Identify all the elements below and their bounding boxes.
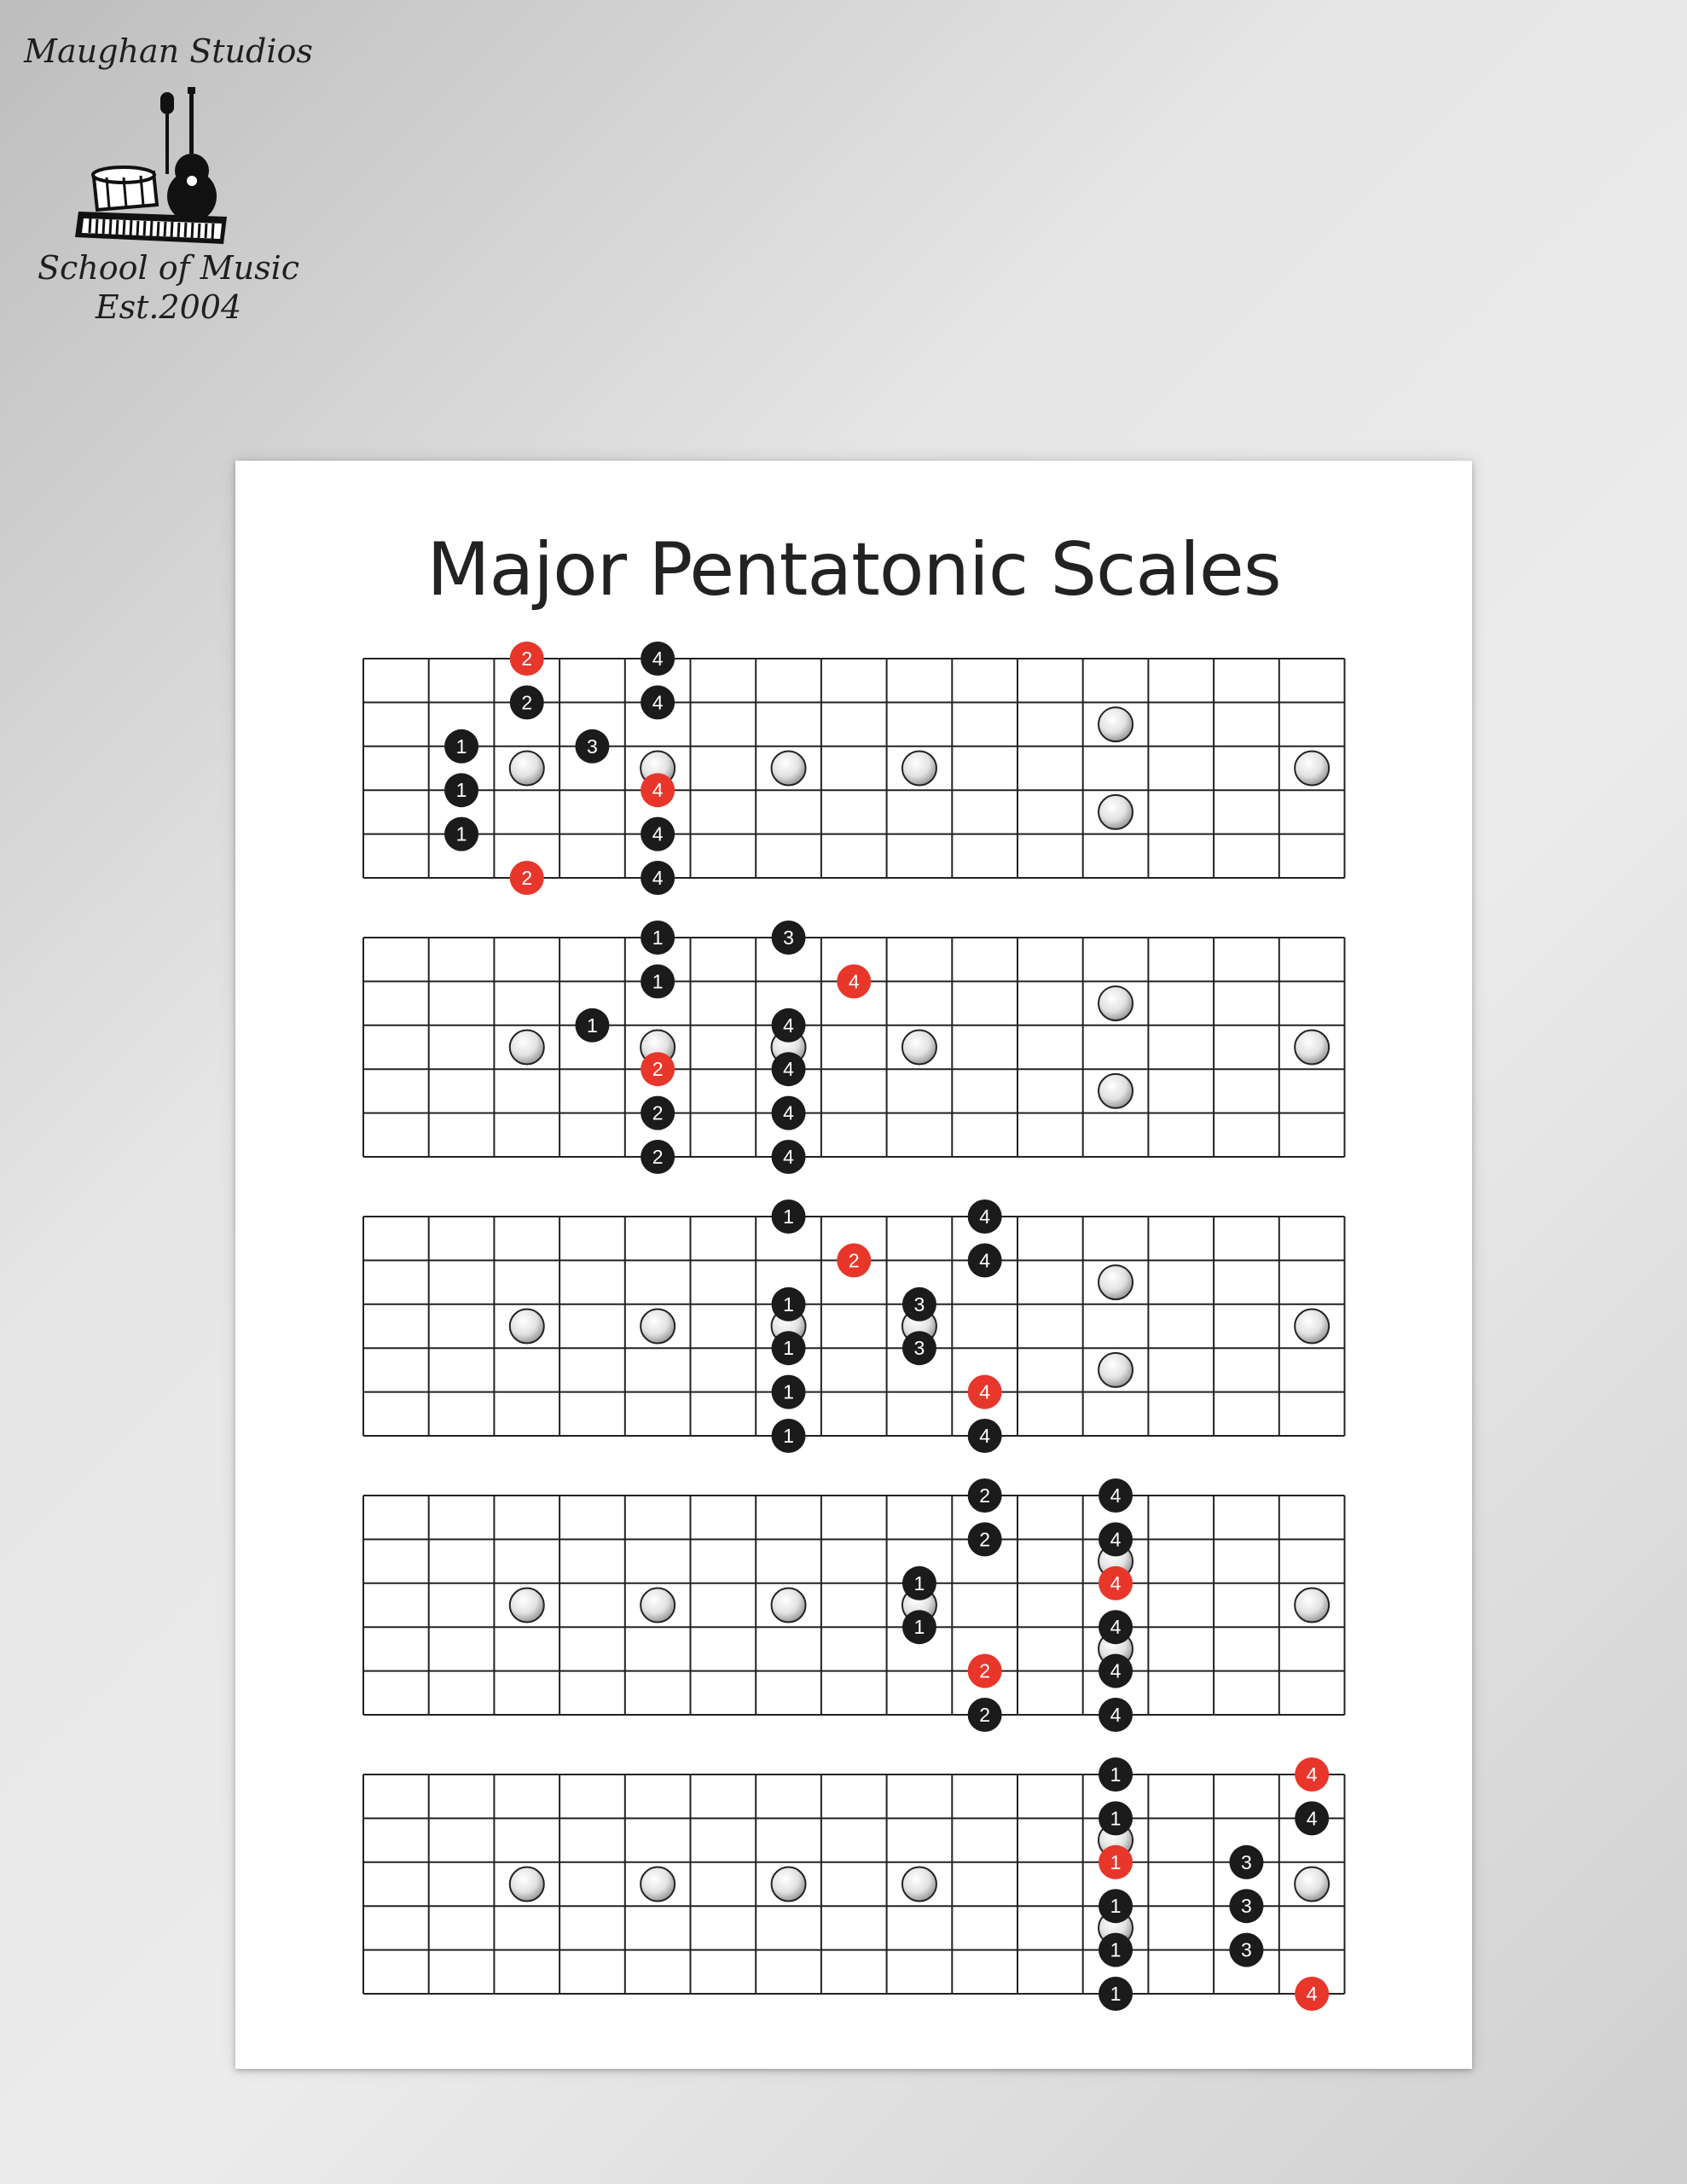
finger-number: 1 [455,822,467,845]
fretboard-pattern-5 [363,1757,1345,2011]
finger-note-dot [444,773,478,807]
finger-note-dot [968,1199,1002,1234]
finger-note-dot [641,964,675,998]
finger-note-dot [510,685,544,719]
finger-note-dot [902,1331,936,1365]
fret-inlay-marker [510,1589,544,1623]
root-note-dot [1295,1757,1329,1792]
finger-note-dot [641,685,675,719]
finger-note-dot [772,1199,806,1234]
finger-number: 4 [1306,1807,1318,1830]
finger-number: 2 [652,1146,664,1168]
finger-number: 1 [1110,1850,1122,1873]
finger-note-dot [641,642,675,676]
fretboard-pattern-4 [363,1478,1345,1732]
finger-number: 4 [652,822,664,845]
finger-number: 4 [1306,1763,1318,1786]
fret-inlay-marker [1099,986,1133,1020]
root-note-dot [641,1052,675,1086]
finger-number: 4 [979,1205,991,1228]
finger-number: 1 [1110,1763,1122,1786]
logo-studio-name: Maughan Studios [24,32,313,70]
fretboard-diagrams [235,461,1472,2069]
finger-number: 4 [979,1425,991,1447]
finger-note-dot [772,1052,806,1086]
logo-school-line: School of Music [37,249,300,287]
fret-inlay-marker [641,1589,675,1623]
fret-inlay-marker [1099,707,1133,741]
fret-inlay-marker [902,1031,936,1065]
finger-number: 2 [979,1528,991,1551]
finger-note-dot [968,1419,1002,1453]
finger-number: 1 [913,1571,925,1594]
finger-number: 1 [587,1014,598,1037]
finger-note-dot [772,1331,806,1365]
fretboard-pattern-1 [363,642,1345,895]
finger-number: 4 [652,779,664,802]
finger-number: 2 [521,691,533,714]
finger-number: 3 [783,926,794,949]
finger-number: 4 [1110,1704,1122,1726]
fretboard-pattern-2 [363,921,1345,1174]
finger-note-dot [1229,1845,1263,1879]
finger-number: 1 [1110,1983,1122,2005]
finger-number: 2 [521,648,533,670]
fret-inlay-marker [510,752,544,786]
root-note-dot [968,1375,1002,1409]
finger-note-dot [1229,1933,1263,1967]
finger-number: 4 [1110,1659,1122,1682]
fret-inlay-marker [772,752,806,786]
root-note-dot [510,861,544,895]
fret-inlay-marker [772,1589,806,1623]
fret-inlay-marker [641,1867,675,1902]
finger-number: 4 [783,1014,794,1037]
finger-note-dot [1099,1889,1133,1923]
finger-number: 4 [1110,1571,1122,1594]
finger-note-dot [444,729,478,764]
finger-number: 3 [1241,1895,1252,1918]
finger-number: 4 [783,1101,794,1124]
finger-note-dot [772,1375,806,1409]
fret-inlay-marker [1295,752,1329,786]
finger-number: 3 [913,1292,925,1316]
finger-number: 1 [652,970,664,993]
finger-note-dot [1099,1933,1133,1967]
fret-inlay-marker [510,1310,544,1344]
finger-number: 1 [455,779,467,802]
finger-number: 4 [652,648,664,670]
finger-number: 3 [1241,1850,1252,1873]
fret-inlay-marker [1295,1310,1329,1344]
finger-note-dot [641,921,675,955]
fret-inlay-marker [510,1031,544,1065]
finger-number: 1 [783,1292,794,1316]
finger-number: 4 [848,970,860,993]
finger-number: 2 [979,1704,991,1726]
finger-note-dot [1099,1757,1133,1792]
fret-inlay-marker [902,752,936,786]
finger-note-dot [575,1008,609,1043]
root-note-dot [837,964,871,998]
finger-number: 4 [652,691,664,714]
finger-note-dot [772,1140,806,1174]
finger-note-dot [1099,1977,1133,2011]
fret-inlay-marker [1099,795,1133,829]
fret-inlay-marker [1099,1265,1133,1299]
finger-number: 2 [521,867,533,889]
fret-inlay-marker [1295,1589,1329,1623]
finger-number: 4 [783,1058,794,1081]
finger-number: 3 [587,735,598,758]
guitar-icon [167,87,217,222]
finger-number: 3 [1241,1938,1252,1961]
finger-number: 1 [1110,1807,1122,1830]
keyboard-icon [75,212,227,244]
finger-number: 4 [1110,1616,1122,1639]
root-note-dot [1099,1566,1133,1600]
root-note-dot [641,773,675,807]
finger-note-dot [1295,1801,1329,1835]
finger-number: 2 [652,1058,664,1081]
finger-note-dot [1099,1610,1133,1644]
root-note-dot [968,1654,1002,1688]
finger-note-dot [575,729,609,764]
finger-number: 3 [913,1337,925,1360]
finger-number: 1 [913,1616,925,1639]
finger-number: 2 [848,1249,860,1272]
finger-number: 2 [652,1101,664,1124]
root-note-dot [1099,1845,1133,1879]
finger-note-dot [968,1522,1002,1556]
scale-sheet [235,461,1472,2069]
finger-note-dot [1099,1698,1133,1732]
root-note-dot [1295,1977,1329,2011]
fret-inlay-marker [641,1310,675,1344]
fret-inlay-marker [510,1867,544,1902]
finger-number: 4 [652,867,664,889]
finger-number: 1 [783,1380,794,1403]
finger-number: 4 [1306,1983,1318,2005]
finger-number: 1 [783,1337,794,1360]
finger-note-dot [968,1698,1002,1732]
root-note-dot [837,1243,871,1277]
finger-number: 4 [979,1380,991,1403]
finger-note-dot [1229,1889,1263,1923]
fret-inlay-marker [902,1867,936,1902]
finger-note-dot [444,817,478,851]
finger-note-dot [1099,1522,1133,1556]
finger-note-dot [1099,1801,1133,1835]
finger-note-dot [968,1243,1002,1277]
finger-note-dot [772,1419,806,1453]
microphone-icon [160,92,174,174]
finger-number: 1 [783,1205,794,1228]
finger-note-dot [902,1610,936,1644]
finger-note-dot [772,1287,806,1321]
logo-established: Est.2004 [95,288,242,326]
finger-note-dot [641,1140,675,1174]
finger-number: 1 [652,926,664,949]
finger-note-dot [772,1008,806,1043]
finger-number: 2 [979,1484,991,1507]
finger-note-dot [902,1566,936,1600]
finger-number: 4 [979,1249,991,1272]
finger-number: 2 [979,1659,991,1682]
fret-inlay-marker [772,1867,806,1902]
finger-note-dot [772,921,806,955]
finger-note-dot [641,1096,675,1130]
finger-number: 1 [783,1425,794,1447]
fret-inlay-marker [1099,1353,1133,1387]
finger-number: 4 [1110,1484,1122,1507]
fret-inlay-marker [1295,1031,1329,1065]
finger-number: 1 [455,735,467,758]
sheet-title: Major Pentatonic Scales [426,527,1281,613]
finger-note-dot [641,817,675,851]
studio-logo [17,26,320,341]
fret-inlay-marker [1099,1074,1133,1108]
root-note-dot [510,642,544,676]
finger-note-dot [1099,1654,1133,1688]
finger-number: 4 [783,1146,794,1168]
finger-note-dot [1099,1478,1133,1513]
finger-note-dot [968,1478,1002,1513]
fretboard-pattern-3 [363,1199,1345,1453]
snare-drum-icon [93,167,157,210]
fret-inlay-marker [1295,1867,1329,1902]
finger-note-dot [772,1096,806,1130]
finger-number: 1 [1110,1938,1122,1961]
music-instruments-icon [68,77,264,247]
finger-note-dot [902,1287,936,1321]
finger-number: 1 [1110,1895,1122,1918]
finger-note-dot [641,861,675,895]
finger-number: 4 [1110,1528,1122,1551]
